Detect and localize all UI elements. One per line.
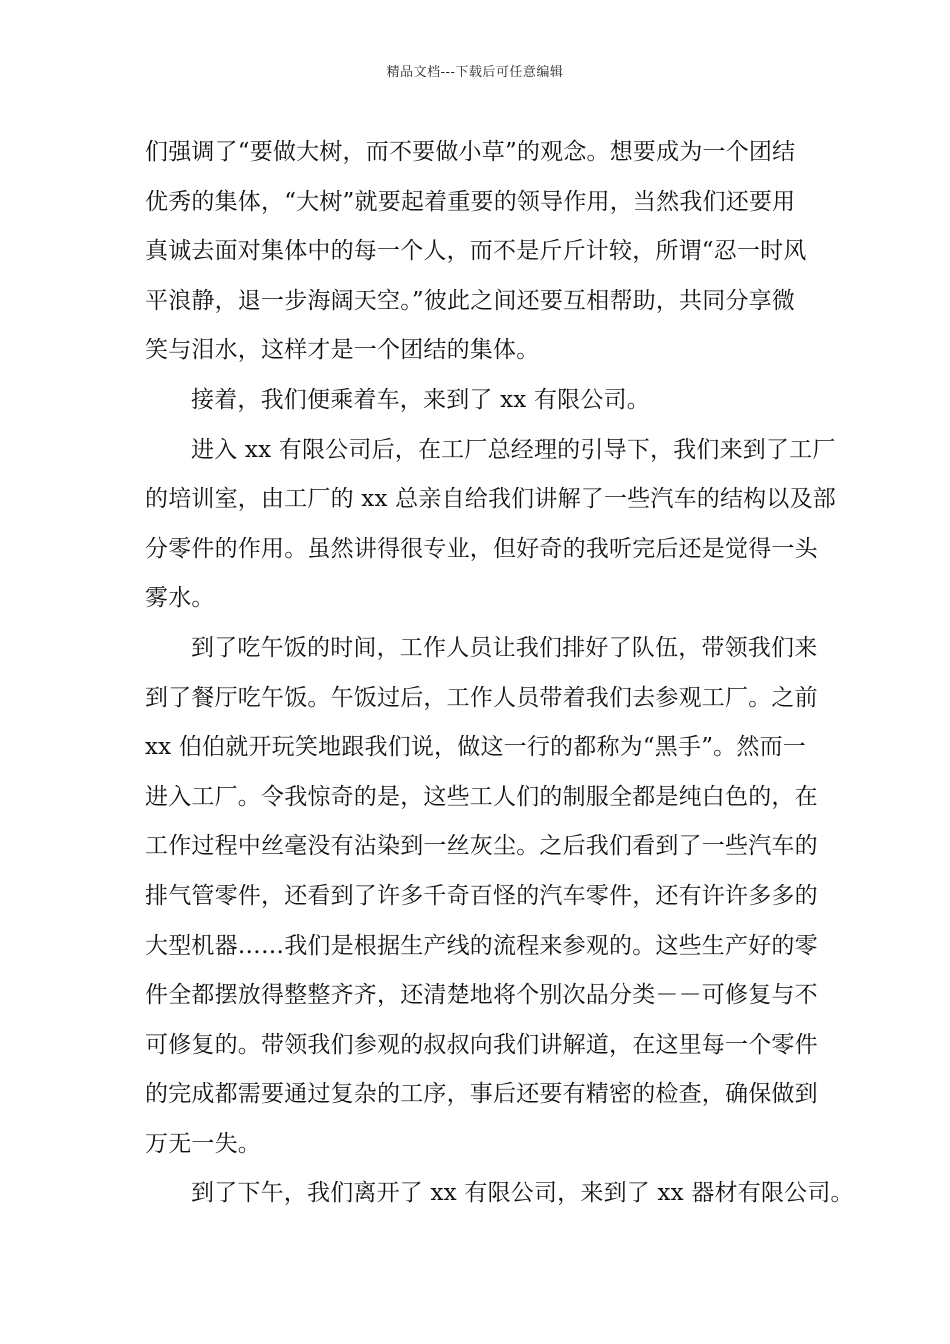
text-line: 大型机器……我们是根据生产线的流程来参观的。这些生产好的零 <box>145 932 818 959</box>
text-line: 笑与泪水，这样才是一个团结的集体。 <box>145 337 540 364</box>
text-line: 可修复的。带领我们参观的叔叔向我们讲解道，在这里每一个零件 <box>145 1031 818 1058</box>
page-header: 精品文档---下载后可任意编辑 <box>386 65 564 80</box>
text-line: xx 伯伯就开玩笑地跟我们说，做这一行的都称为“黑手”。然而一 <box>145 734 806 761</box>
text-line: 真诚去面对集体中的每一个人，而不是斤斤计较，所谓“忍一时风 <box>145 238 807 265</box>
document-body <box>145 128 854 1219</box>
text-line: 分零件的作用。虽然讲得很专业，但好奇的我听完后还是觉得一头 <box>145 535 818 562</box>
text-line: 的培训室，由工厂的 xx 总亲自给我们讲解了一些汽车的结构以及部 <box>145 486 836 513</box>
text-line: 的完成都需要通过复杂的工序，事后还要有精密的检查，确保做到 <box>145 1081 818 1108</box>
text-line: 平浪静，退一步海阔天空。”彼此之间还要互相帮助，共同分享微 <box>145 287 796 314</box>
paragraph-first-line: 接着，我们便乘着车，来到了 xx 有限公司。 <box>191 386 650 413</box>
text-line: 排气管零件，还看到了许多千奇百怪的汽车零件，还有许许多多的 <box>145 882 818 909</box>
text-line: 工作过程中丝毫没有沾染到一丝灰尘。之后我们看到了一些汽车的 <box>145 833 818 860</box>
text-line: 们强调了“要做大树，而不要做小草”的观念。想要成为一个团结 <box>145 139 796 165</box>
text-line: 优秀的集体，“大树”就要起着重要的领导作用，当然我们还要用 <box>145 188 796 215</box>
text-line: 万无一失。 <box>145 1130 261 1157</box>
text-line: 进入工厂。令我惊奇的是，这些工人们的制服全都是纯白色的，在 <box>145 783 818 810</box>
paragraph-first-line: 到了吃午饭的时间，工作人员让我们排好了队伍，带领我们来 <box>191 634 818 661</box>
text-line: 雾水。 <box>145 585 215 612</box>
paragraph-first-line: 进入 xx 有限公司后，在工厂总经理的引导下，我们来到了工厂 <box>191 436 836 463</box>
text-line: 件全都摆放得整整齐齐，还清楚地将个别次品分类－－可修复与不 <box>145 982 818 1009</box>
paragraph-first-line: 到了下午，我们离开了 xx 有限公司，来到了 xx 器材有限公司。 <box>191 1180 854 1207</box>
text-line: 到了餐厅吃午饭。午饭过后，工作人员带着我们去参观工厂。之前 <box>145 684 818 711</box>
